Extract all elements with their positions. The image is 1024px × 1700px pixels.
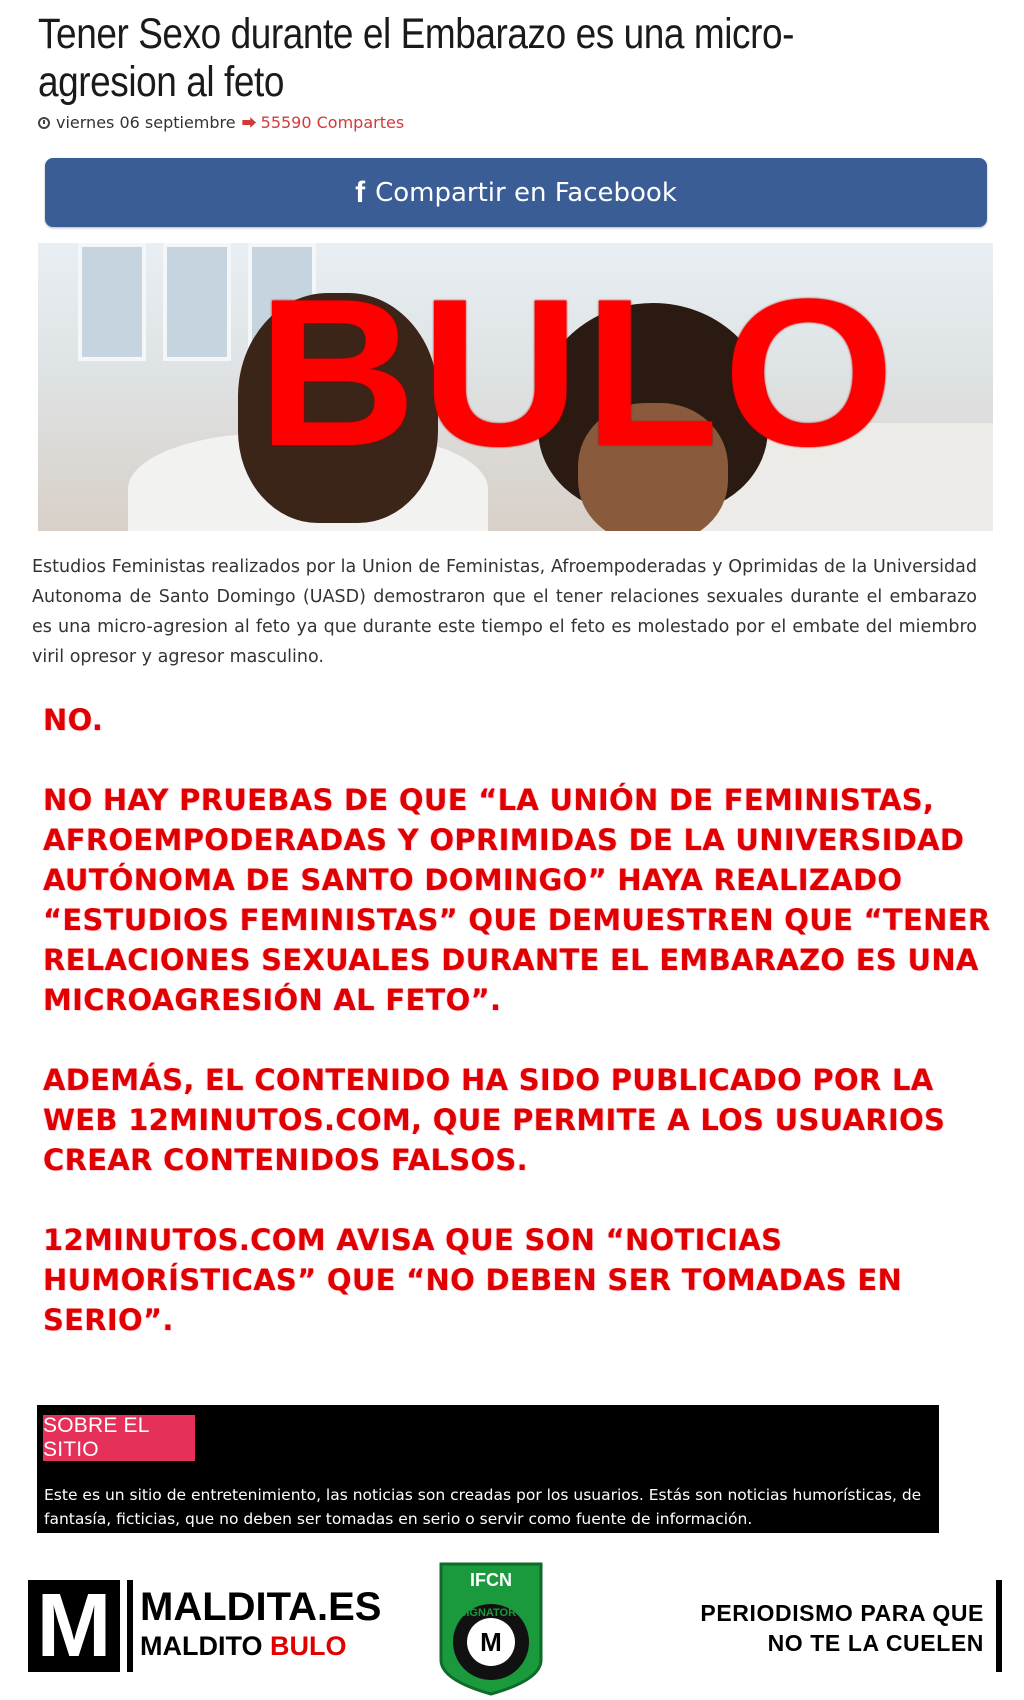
fact-check-verdict: NO.	[43, 703, 104, 737]
maldita-logo: M	[28, 1580, 120, 1672]
about-site-tag: SOBRE EL SITIO	[43, 1415, 195, 1461]
brand-subtitle-prefix: MALDITO	[140, 1631, 270, 1661]
article-body: Estudios Feministas realizados por la Union de Feministas, Afroempoderadas y Oprimidas de la Universidad Autonoma de Santo Domingo (UASD) demostraron que el tener relaciones sexuales durante el embarazo es una micro-agresion al feto ya que durante este tiempo el feto es molestado por el embate del miembro viril opresor y agresor masculino.	[32, 557, 977, 667]
article-meta	[38, 112, 404, 133]
brand-name: MALDITA.ES	[140, 1585, 382, 1629]
share-icon: ⮕	[241, 114, 257, 132]
fact-check-paragraph: 12MINUTOS.COM AVISA QUE SON “NOTICIAS HUMORÍSTICAS” QUE “NO DEBEN SER TOMADAS EN SERIO”.	[43, 1223, 903, 1337]
article-date: viernes 06 septiembre	[56, 113, 236, 132]
maldita-footer	[0, 1560, 1024, 1700]
tagline	[634, 1598, 984, 1658]
brand-subtitle	[140, 1630, 347, 1662]
logo-divider	[127, 1580, 133, 1672]
brand-subtitle-highlight: BULO	[270, 1631, 347, 1661]
share-facebook-label: Compartir en Facebook	[375, 177, 677, 208]
clock-icon	[38, 117, 50, 129]
tagline-line: PERIODISMO PARA QUE	[700, 1600, 984, 1626]
badge-letter: M	[480, 1627, 502, 1657]
fact-check-paragraph: ADEMÁS, EL CONTENIDO HA SIDO PUBLICADO POR LA WEB 12MINUTOS.COM, QUE PERMITE A LOS USUARIOS CREAR CONTENIDOS FALSOS.	[43, 1063, 946, 1177]
article-image	[38, 243, 993, 531]
fact-check-paragraph: NO HAY PRUEBAS DE QUE “LA UNIÓN DE FEMINISTAS, AFROEMPODERADAS Y OPRIMIDAS DE LA UNIVERSIDAD AUTÓNOMA DE SANTO DOMINGO” HAYA REALIZADO “ESTUDIOS FEMINISTAS” QUE DEMUESTREN QUE “TENER RELACIONES SEXUALES DURANTE EL EMBARAZO ES UNA MICROAGRESIÓN AL FETO”.	[43, 783, 991, 1017]
about-site-text: Este es un sitio de entretenimiento, las noticias son creadas por los usuarios. Estás son noticias humorísticas, de fantasía, ficticias, que no deben ser tomadas en serio o servir como fuente de información.	[44, 1486, 922, 1528]
ifcn-signatory-badge	[433, 1560, 549, 1696]
share-count[interactable]	[242, 112, 405, 133]
badge-org: IFCN	[470, 1570, 512, 1590]
about-site-box	[37, 1405, 939, 1533]
article-title: Tener Sexo durante el Embarazo es una micro-agresion al feto	[38, 10, 795, 106]
tagline-divider	[996, 1580, 1002, 1672]
share-count-label: 55590 Compartes	[260, 113, 405, 132]
badge-ring-text: SIGNATORY	[459, 1607, 523, 1619]
fact-check-block	[43, 700, 1003, 1380]
background-window	[78, 243, 146, 361]
bulo-stamp: BULO	[257, 255, 899, 490]
facebook-icon: f	[355, 175, 366, 209]
tagline-line: NO TE LA CUELEN	[767, 1630, 984, 1656]
share-facebook-button[interactable]	[45, 158, 987, 227]
